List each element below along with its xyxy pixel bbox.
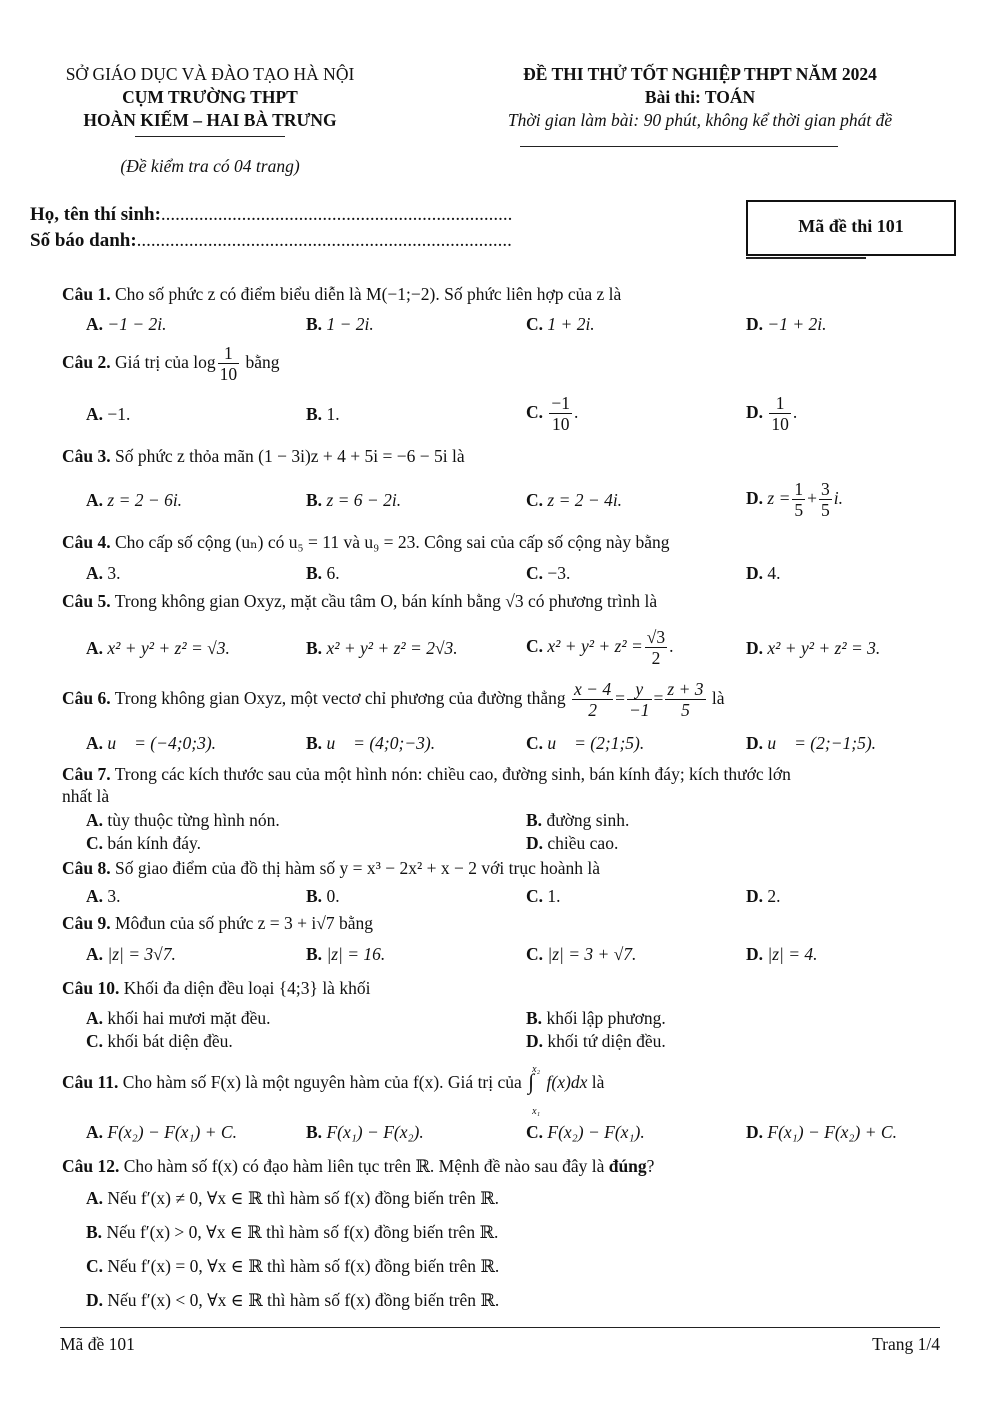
q2-option-c[interactable]: C. $\frac{-1}{10}$ . [526, 393, 579, 435]
question-text-after: là [711, 688, 725, 708]
option-letter: C. [526, 490, 544, 510]
question-2 [62, 340, 280, 384]
q11-option-c[interactable] [526, 1120, 645, 1144]
q10-option-a[interactable] [86, 1006, 270, 1030]
fraction-numerator: z + 3 [667, 679, 704, 700]
q2-option-b[interactable] [306, 402, 340, 426]
option-letter: D. [746, 944, 764, 964]
option-letter: B. [86, 1222, 103, 1242]
question-text: Cho hàm số F(x) là một nguyên hàm của f(x). Giá trị của [122, 1072, 522, 1092]
school-cluster: CỤM TRƯỜNG THPT [122, 87, 298, 107]
option-letter: A. [86, 733, 104, 753]
q12-option-c[interactable] [86, 1254, 499, 1278]
q10-option-c[interactable] [86, 1029, 233, 1053]
fraction-numerator: y [627, 679, 652, 700]
option-text: Nếu f′(x) = 0, ∀x ∈ ℝ thì hàm số f(x) đồng biến trên ℝ. [107, 1256, 500, 1276]
option-text: 2. [767, 886, 781, 906]
option-letter: C. [526, 563, 544, 583]
option-text: F(x₁) − F(x₂) + C. [767, 1122, 897, 1142]
option-text: khối bát diện đều. [107, 1031, 233, 1051]
question-12 [62, 1154, 654, 1178]
q7-option-a[interactable] [86, 808, 280, 832]
fraction-denominator: 5 [821, 500, 830, 521]
option-text: 1 − 2i. [326, 314, 374, 334]
school-names: HOÀN KIẾM – HAI BÀ TRƯNG [83, 110, 337, 130]
option-text: |z| = 3√7. [107, 944, 176, 964]
option-letter: D. [526, 1031, 544, 1051]
candidate-id-label: Số báo danh: [30, 230, 137, 251]
footer-page-number: Trang 1/4 [872, 1334, 940, 1354]
question-text: Trong các kích thước sau của một hình nón: chiều cao, đường sinh, bán kính đáy; kích thước lớn [114, 764, 791, 784]
option-text: z = 2 − 6i. [107, 490, 183, 510]
fraction [769, 393, 791, 434]
question-tail: ? [646, 1156, 655, 1176]
option-text: x² + y² + z² = 2√3. [326, 638, 458, 658]
question-label: Câu 11. [62, 1072, 119, 1092]
q4-option-a[interactable] [86, 561, 121, 585]
question-text-after: bằng [245, 352, 280, 372]
header-right-divider [520, 146, 838, 147]
q7-option-d[interactable] [526, 831, 618, 855]
q4-option-b[interactable] [306, 561, 340, 585]
fraction-numerator: 1 [769, 393, 791, 414]
question-4 [62, 530, 670, 554]
option-letter: A. [86, 944, 104, 964]
option-letter: C. [526, 733, 544, 753]
option-text: z = 2 − 4i. [547, 490, 623, 510]
q9-option-b[interactable] [306, 942, 385, 966]
footer-exam-code: Mã đề 101 [60, 1334, 135, 1354]
option-text: F(x₁) − F(x₂). [326, 1122, 424, 1142]
option-text: chiều cao. [547, 833, 619, 853]
question-11 [62, 1063, 605, 1117]
fraction [572, 679, 613, 720]
question-label: Câu 6. [62, 688, 111, 708]
option-letter: D. [746, 402, 764, 422]
q2-option-a[interactable] [86, 402, 130, 426]
q11-option-a[interactable] [86, 1120, 237, 1144]
q6-option-d[interactable] [746, 731, 876, 755]
footer-divider [60, 1327, 940, 1328]
option-text: 0. [326, 886, 340, 906]
q3-option-a[interactable] [86, 488, 182, 512]
fraction-denominator: 5 [681, 700, 690, 721]
option-text: z = 6 − 2i. [326, 490, 402, 510]
department-name: SỞ GIÁO DỤC VÀ ĐÀO TẠO HÀ NỘI [65, 64, 355, 84]
option-letter: B. [526, 1008, 543, 1028]
question-text: Cho cấp số cộng (uₙ) có u₅ = 11 và u₉ = 23. Công sai của cấp số cộng này bằng [115, 532, 670, 552]
q9-option-c[interactable] [526, 942, 636, 966]
fraction-denominator: 10 [551, 414, 570, 435]
fraction-denominator: 5 [794, 500, 804, 521]
exam-code: Mã đề thi 101 [798, 216, 904, 236]
q5-option-d[interactable] [746, 636, 880, 660]
integral-sign [526, 1063, 542, 1117]
q3-option-c[interactable] [526, 488, 622, 512]
question-8 [62, 856, 600, 880]
option-text: 4. [767, 563, 781, 583]
option-text: x² + y² + z² = 3. [767, 638, 881, 658]
question-label: Câu 7. [62, 764, 111, 784]
option-text: F(x₂) − F(x₁). [547, 1122, 645, 1142]
exam-subject: Bài thi: TOÁN [644, 87, 756, 107]
option-text: đường sinh. [546, 810, 630, 830]
question-text: Môđun của số phức z = 3 + i√7 bằng [115, 913, 374, 933]
fraction-denominator: 2 [651, 648, 661, 669]
question-label: Câu 4. [62, 532, 111, 552]
question-3 [62, 444, 465, 468]
option-letter: B. [306, 733, 323, 753]
integrand: f(x)dx [546, 1072, 588, 1092]
option-letter: D. [86, 1290, 104, 1310]
option-letter: C. [86, 1031, 104, 1051]
option-letter: D. [746, 314, 764, 334]
q2-option-d[interactable]: D. $\frac{1}{10}$ . [746, 393, 798, 435]
question-text: Cho số phức z có điểm biểu diễn là M(−1;−2). Số phức liên hợp của z là [115, 284, 622, 304]
option-text: Nếu f′(x) > 0, ∀x ∈ ℝ thì hàm số f(x) đồng biến trên ℝ. [106, 1222, 499, 1242]
option-text: u⃗ = (2;−1;5). [767, 733, 877, 753]
option-letter: C. [86, 833, 104, 853]
fraction-numerator: −1 [551, 393, 571, 414]
q3-option-b[interactable] [306, 488, 401, 512]
question-6: Câu 6. Trong không gian Oxyz, một vectơ chỉ phương của đường thẳng $\frac{x - 4}{2}$ = $\frac{y}{-1}$ = $\frac{z + 3}{5}$ là [62, 679, 725, 721]
q9-option-d[interactable] [746, 942, 818, 966]
question-9 [62, 911, 373, 935]
option-tail: i. [833, 488, 844, 508]
q4-option-d[interactable] [746, 561, 781, 585]
question-label: Câu 2. [62, 352, 111, 372]
option-text: 1. [547, 886, 561, 906]
exam-title: ĐỀ THI THỬ TỐT NGHIỆP THPT NĂM 2024 [523, 64, 877, 84]
option-text: −3. [547, 563, 571, 583]
fraction [792, 479, 805, 520]
option-letter: A. [86, 1122, 104, 1142]
option-letter: D. [746, 638, 764, 658]
question-text-after: là [591, 1072, 605, 1092]
q12-option-d[interactable] [86, 1288, 499, 1312]
option-letter: B. [306, 638, 323, 658]
fraction [645, 627, 667, 668]
option-letter: A. [86, 810, 104, 830]
page-count-note: (Đề kiểm tra có 04 trang) [120, 156, 300, 176]
candidate-name-row [30, 204, 512, 226]
fraction-denominator: 10 [771, 414, 789, 435]
q6-option-c[interactable] [526, 731, 644, 755]
fraction-numerator: 3 [821, 479, 830, 500]
option-letter: D. [746, 488, 764, 508]
q6-option-b[interactable] [306, 731, 435, 755]
integral-lower-bound: x₁ [532, 1105, 541, 1117]
question-text: Cho hàm số f(x) có đạo hàm liên tục trên ℝ. Mệnh đề nào sau đây là [123, 1156, 605, 1176]
fraction-denominator: 10 [219, 364, 238, 385]
option-letter: B. [306, 886, 323, 906]
question-text: Khối đa diện đều loại {4;3} là khối [123, 978, 371, 998]
exam-code-box [746, 200, 956, 256]
q3-option-d[interactable]: D. z = $\frac{1}{5}$ + $\frac{3}{5}$ i. [746, 479, 844, 521]
integral-symbol: ∫ [528, 1068, 535, 1094]
q10-option-d[interactable] [526, 1029, 666, 1053]
option-text: 3. [107, 563, 121, 583]
q12-option-b[interactable] [86, 1220, 498, 1244]
option-text: Nếu f′(x) < 0, ∀x ∈ ℝ thì hàm số f(x) đồng biến trên ℝ. [107, 1290, 500, 1310]
question-text: Trong không gian Oxyz, một vectơ chỉ phương của đường thẳng [114, 688, 566, 708]
question-5 [62, 589, 657, 613]
option-letter: C. [526, 402, 544, 422]
integral-upper-bound: x₂ [532, 1063, 541, 1075]
question-text: Số giao điểm của đồ thị hàm số y = x³ − 2x² + x − 2 với trục hoành là [115, 858, 600, 878]
option-text: u⃗ = (4;0;−3). [326, 733, 436, 753]
option-letter: A. [86, 314, 104, 334]
fraction-denominator: 2 [588, 700, 597, 721]
option-letter: A. [86, 490, 104, 510]
question-10 [62, 976, 370, 1000]
question-7-line2: nhất là [62, 786, 110, 806]
question-emphasis: đúng [608, 1156, 647, 1176]
q5-option-b[interactable] [306, 636, 458, 660]
question-label: Câu 3. [62, 446, 111, 466]
option-letter: C. [526, 314, 544, 334]
option-text: F(x₂) − F(x₁) + C. [107, 1122, 237, 1142]
option-text: u⃗ = (−4;0;3). [107, 733, 217, 753]
option-letter: A. [86, 1008, 104, 1028]
option-text: u⃗ = (2;1;5). [547, 733, 645, 753]
option-text: z = [767, 488, 791, 508]
option-text: −1 + 2i. [767, 314, 827, 334]
q11-option-b[interactable] [306, 1120, 424, 1144]
q1-option-a[interactable] [86, 312, 167, 336]
q5-option-a[interactable] [86, 636, 230, 660]
exam-code-underline [746, 257, 866, 259]
option-letter: A. [86, 886, 104, 906]
option-letter: B. [306, 490, 323, 510]
fraction [627, 679, 652, 720]
candidate-id-row [30, 230, 512, 252]
q5-option-c[interactable]: C. x² + y² + z² = $\frac{√3}{2}$ . [526, 627, 674, 669]
q9-option-a[interactable] [86, 942, 176, 966]
option-text: 1. [326, 404, 340, 424]
question-label: Câu 8. [62, 858, 111, 878]
header-left-divider [135, 136, 285, 137]
question-text: Số phức z thỏa mãn (1 − 3i)z + 4 + 5i = −6 − 5i là [115, 446, 465, 466]
option-letter: D. [746, 886, 764, 906]
exam-duration: Thời gian làm bài: 90 phút, không kể thời gian phát đề [507, 110, 893, 130]
question-label: Câu 12. [62, 1156, 120, 1176]
fraction-numerator: 1 [794, 479, 804, 500]
option-text: x² + y² + z² = √3. [107, 638, 230, 658]
option-text: khối lập phương. [546, 1008, 666, 1028]
q8-option-b[interactable] [306, 884, 340, 908]
option-text: x² + y² + z² = [547, 636, 643, 656]
q8-option-c[interactable] [526, 884, 561, 908]
option-letter: B. [306, 314, 323, 334]
candidate-name-label: Họ, tên thí sinh: [30, 204, 161, 225]
q8-option-a[interactable] [86, 884, 121, 908]
option-text: |z| = 3 + √7. [547, 944, 637, 964]
option-letter: C. [526, 636, 544, 656]
option-letter: D. [746, 1122, 764, 1142]
option-text: −1. [107, 404, 131, 424]
candidate-id-dots: ............................................................................... [136, 230, 512, 251]
fraction [218, 343, 240, 384]
option-letter: A. [86, 563, 104, 583]
option-letter: A. [86, 638, 104, 658]
question-label: Câu 5. [62, 591, 111, 611]
q7-option-b[interactable] [526, 808, 629, 832]
option-text: 6. [326, 563, 340, 583]
option-letter: A. [86, 1188, 104, 1208]
option-letter: B. [306, 404, 323, 424]
option-letter: D. [526, 833, 544, 853]
option-letter: B. [306, 944, 323, 964]
option-text: bán kính đáy. [107, 833, 202, 853]
fraction-denominator: −1 [628, 700, 650, 721]
q6-option-a[interactable] [86, 731, 216, 755]
option-letter: C. [526, 1122, 544, 1142]
q8-option-d[interactable] [746, 884, 781, 908]
question-7 [62, 762, 791, 786]
question-1 [62, 282, 621, 306]
question-label: Câu 1. [62, 284, 111, 304]
q1-option-b[interactable] [306, 312, 374, 336]
option-letter: C. [526, 944, 544, 964]
question-text: Trong không gian Oxyz, mặt cầu tâm O, bán kính bằng √3 có phương trình là [114, 591, 658, 611]
q7-option-c[interactable] [86, 831, 201, 855]
q1-option-c[interactable] [526, 312, 595, 336]
fraction [665, 679, 705, 720]
question-label: Câu 9. [62, 913, 111, 933]
option-letter: B. [306, 563, 323, 583]
q12-option-a[interactable] [86, 1186, 499, 1210]
option-text: |z| = 4. [767, 944, 818, 964]
option-letter: C. [526, 886, 544, 906]
fraction [819, 479, 832, 520]
option-text: khối hai mươi mặt đều. [107, 1008, 271, 1028]
option-letter: B. [526, 810, 543, 830]
fraction-numerator: 1 [218, 343, 240, 364]
option-text: 1 + 2i. [547, 314, 595, 334]
question-text: Giá trị của log [115, 352, 216, 372]
option-text: Nếu f′(x) ≠ 0, ∀x ∈ ℝ thì hàm số f(x) đồng biến trên ℝ. [107, 1188, 500, 1208]
fraction [549, 393, 572, 434]
q11-option-d[interactable] [746, 1120, 897, 1144]
option-text: tùy thuộc từng hình nón. [107, 810, 280, 830]
fraction-numerator: √3 [646, 627, 666, 648]
option-letter: A. [86, 404, 104, 424]
option-text: −1 − 2i. [107, 314, 167, 334]
q10-option-b[interactable] [526, 1006, 666, 1030]
option-letter: D. [746, 563, 764, 583]
option-text: khối tứ diện đều. [547, 1031, 666, 1051]
option-letter: B. [306, 1122, 323, 1142]
option-text: |z| = 16. [326, 944, 386, 964]
candidate-name-dots: .......................................................................... [160, 204, 513, 225]
q1-option-d[interactable] [746, 312, 827, 336]
option-text: 3. [107, 886, 121, 906]
question-label: Câu 10. [62, 978, 120, 998]
fraction-numerator: x − 4 [574, 679, 612, 700]
option-letter: C. [86, 1256, 104, 1276]
option-letter: D. [746, 733, 764, 753]
q4-option-c[interactable] [526, 561, 570, 585]
